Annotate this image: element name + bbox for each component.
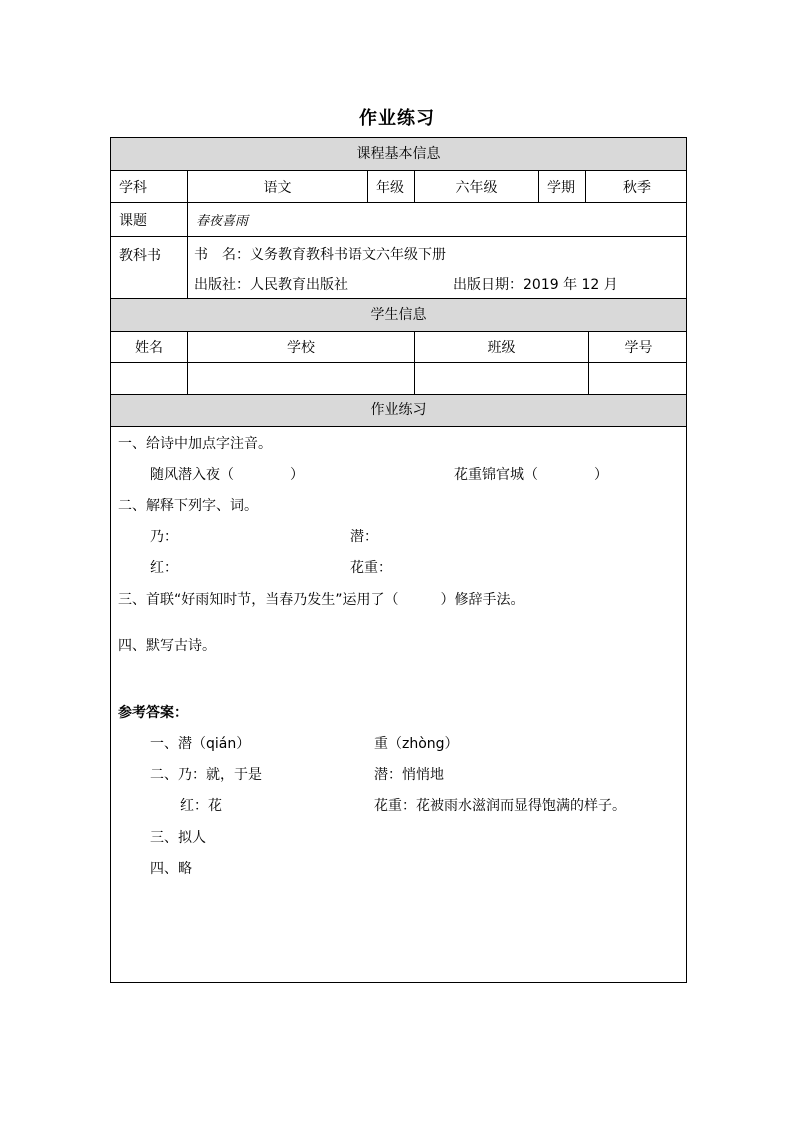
page-title: 作业练习 <box>359 108 435 129</box>
question-1: 一、给诗中加点字注音。 <box>118 436 272 452</box>
subject-row <box>111 171 686 203</box>
question-2-item-a: 乃： <box>150 529 178 545</box>
question-2-item-b: 潜： <box>350 529 378 545</box>
grade-value: 六年级 <box>414 171 538 202</box>
course-info-header <box>111 138 686 171</box>
homework-sheet <box>110 137 687 983</box>
student-name-header: 姓名 <box>135 340 163 356</box>
question-3: 三、首联“好雨知时节，当春乃发生”运用了（ ）修辞手法。 <box>118 592 525 608</box>
answer-3: 三、拟人 <box>150 830 206 846</box>
topic-row <box>111 203 686 237</box>
book-name: 书 名：义务教育教科书语文六年级下册 <box>194 247 446 263</box>
student-id-field[interactable] <box>588 363 688 394</box>
answer-2b-right: 花重：花被雨水滋润而显得饱满的样子。 <box>374 798 626 814</box>
homework-header <box>111 395 686 427</box>
answer-2-left: 二、乃：就，于是 <box>150 767 262 783</box>
question-1-item-b: 花重锦官城（ ） <box>454 467 608 483</box>
term-label: 学期 <box>538 171 585 202</box>
textbook-row <box>111 237 686 299</box>
student-school-header: 学校 <box>187 332 414 362</box>
term-value: 秋季 <box>585 171 688 202</box>
question-2-item-d: 花重： <box>350 560 392 576</box>
answer-4: 四、略 <box>150 861 192 877</box>
answer-1-left: 一、潜（qián） <box>150 736 251 752</box>
answer-1-right: 重（zhòng） <box>374 736 459 752</box>
textbook-label: 教科书 <box>119 248 161 264</box>
answers-heading: 参考答案： <box>118 705 188 721</box>
student-columns-row <box>111 332 686 363</box>
topic-value: 春夜喜雨 <box>187 203 686 236</box>
homework-body <box>111 427 686 982</box>
topic-label: 课题 <box>119 212 147 229</box>
answer-2b-left: 红：花 <box>180 798 222 814</box>
student-blank-row <box>111 363 686 395</box>
grade-label: 年级 <box>367 171 414 202</box>
student-id-header: 学号 <box>588 332 688 362</box>
question-2-item-c: 红： <box>150 560 178 576</box>
student-school-field[interactable] <box>187 363 414 394</box>
answer-2-right: 潜：悄悄地 <box>374 767 444 783</box>
student-info-header-label: 学生信息 <box>370 307 427 323</box>
question-4: 四、默写古诗。 <box>118 638 216 654</box>
subject-label: 学科 <box>119 179 147 196</box>
course-info-header-label: 课程基本信息 <box>356 146 441 162</box>
student-class-header: 班级 <box>414 332 588 362</box>
question-2: 二、解释下列字、词。 <box>118 498 258 514</box>
student-name-field[interactable] <box>111 363 187 394</box>
student-class-field[interactable] <box>414 363 588 394</box>
student-info-header <box>111 299 686 332</box>
subject-value: 语文 <box>187 171 367 202</box>
question-1-item-a: 随风潜入夜（ ） <box>150 467 304 483</box>
homework-header-label: 作业练习 <box>370 402 427 418</box>
publisher: 出版社：人民教育出版社 <box>194 277 348 293</box>
publish-date: 出版日期：2019 年 12 月 <box>453 277 618 293</box>
